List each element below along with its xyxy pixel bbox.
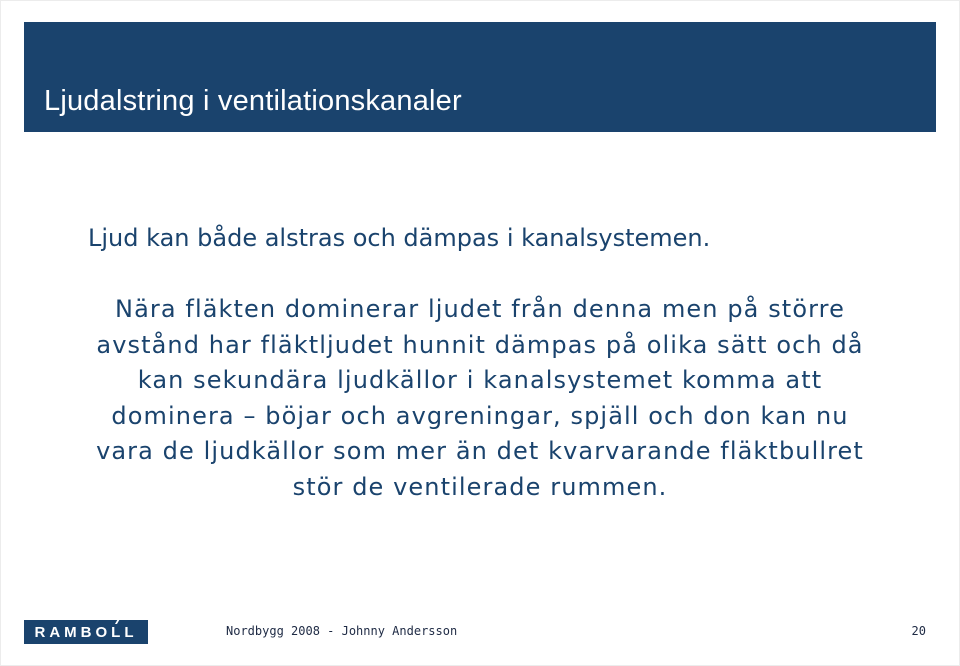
slide-body bbox=[28, 292, 932, 506]
slide-title: Ljudalstring i ventilationskanaler bbox=[44, 85, 462, 117]
body-line: vara de ljudkällor som mer än det kvarvarande fläktbullret bbox=[96, 437, 864, 466]
page-number: 20 bbox=[911, 624, 926, 638]
body-line: stör de ventilerade rummen. bbox=[292, 472, 668, 501]
body-line: kan sekundära ljudkällor i kanalsystemet komma att bbox=[137, 366, 823, 395]
slide-subtitle: Ljud kan både alstras och dämpas i kanalsystemen. bbox=[88, 224, 711, 252]
ramboll-logo bbox=[24, 620, 148, 644]
body-line: Nära fläkten dominerar ljudet från denna men på större bbox=[115, 295, 845, 323]
logo-text: RAMBOLL bbox=[34, 623, 138, 641]
footer-text: Nordbygg 2008 - Johnny Andersson bbox=[226, 624, 458, 638]
title-banner bbox=[24, 22, 936, 132]
body-line: avstånd har fläktljudet hunnit dämpas på olika sätt och då bbox=[96, 330, 864, 359]
body-line: dominera – böjar och avgreningar, spjäll och don kan nu bbox=[111, 401, 849, 430]
